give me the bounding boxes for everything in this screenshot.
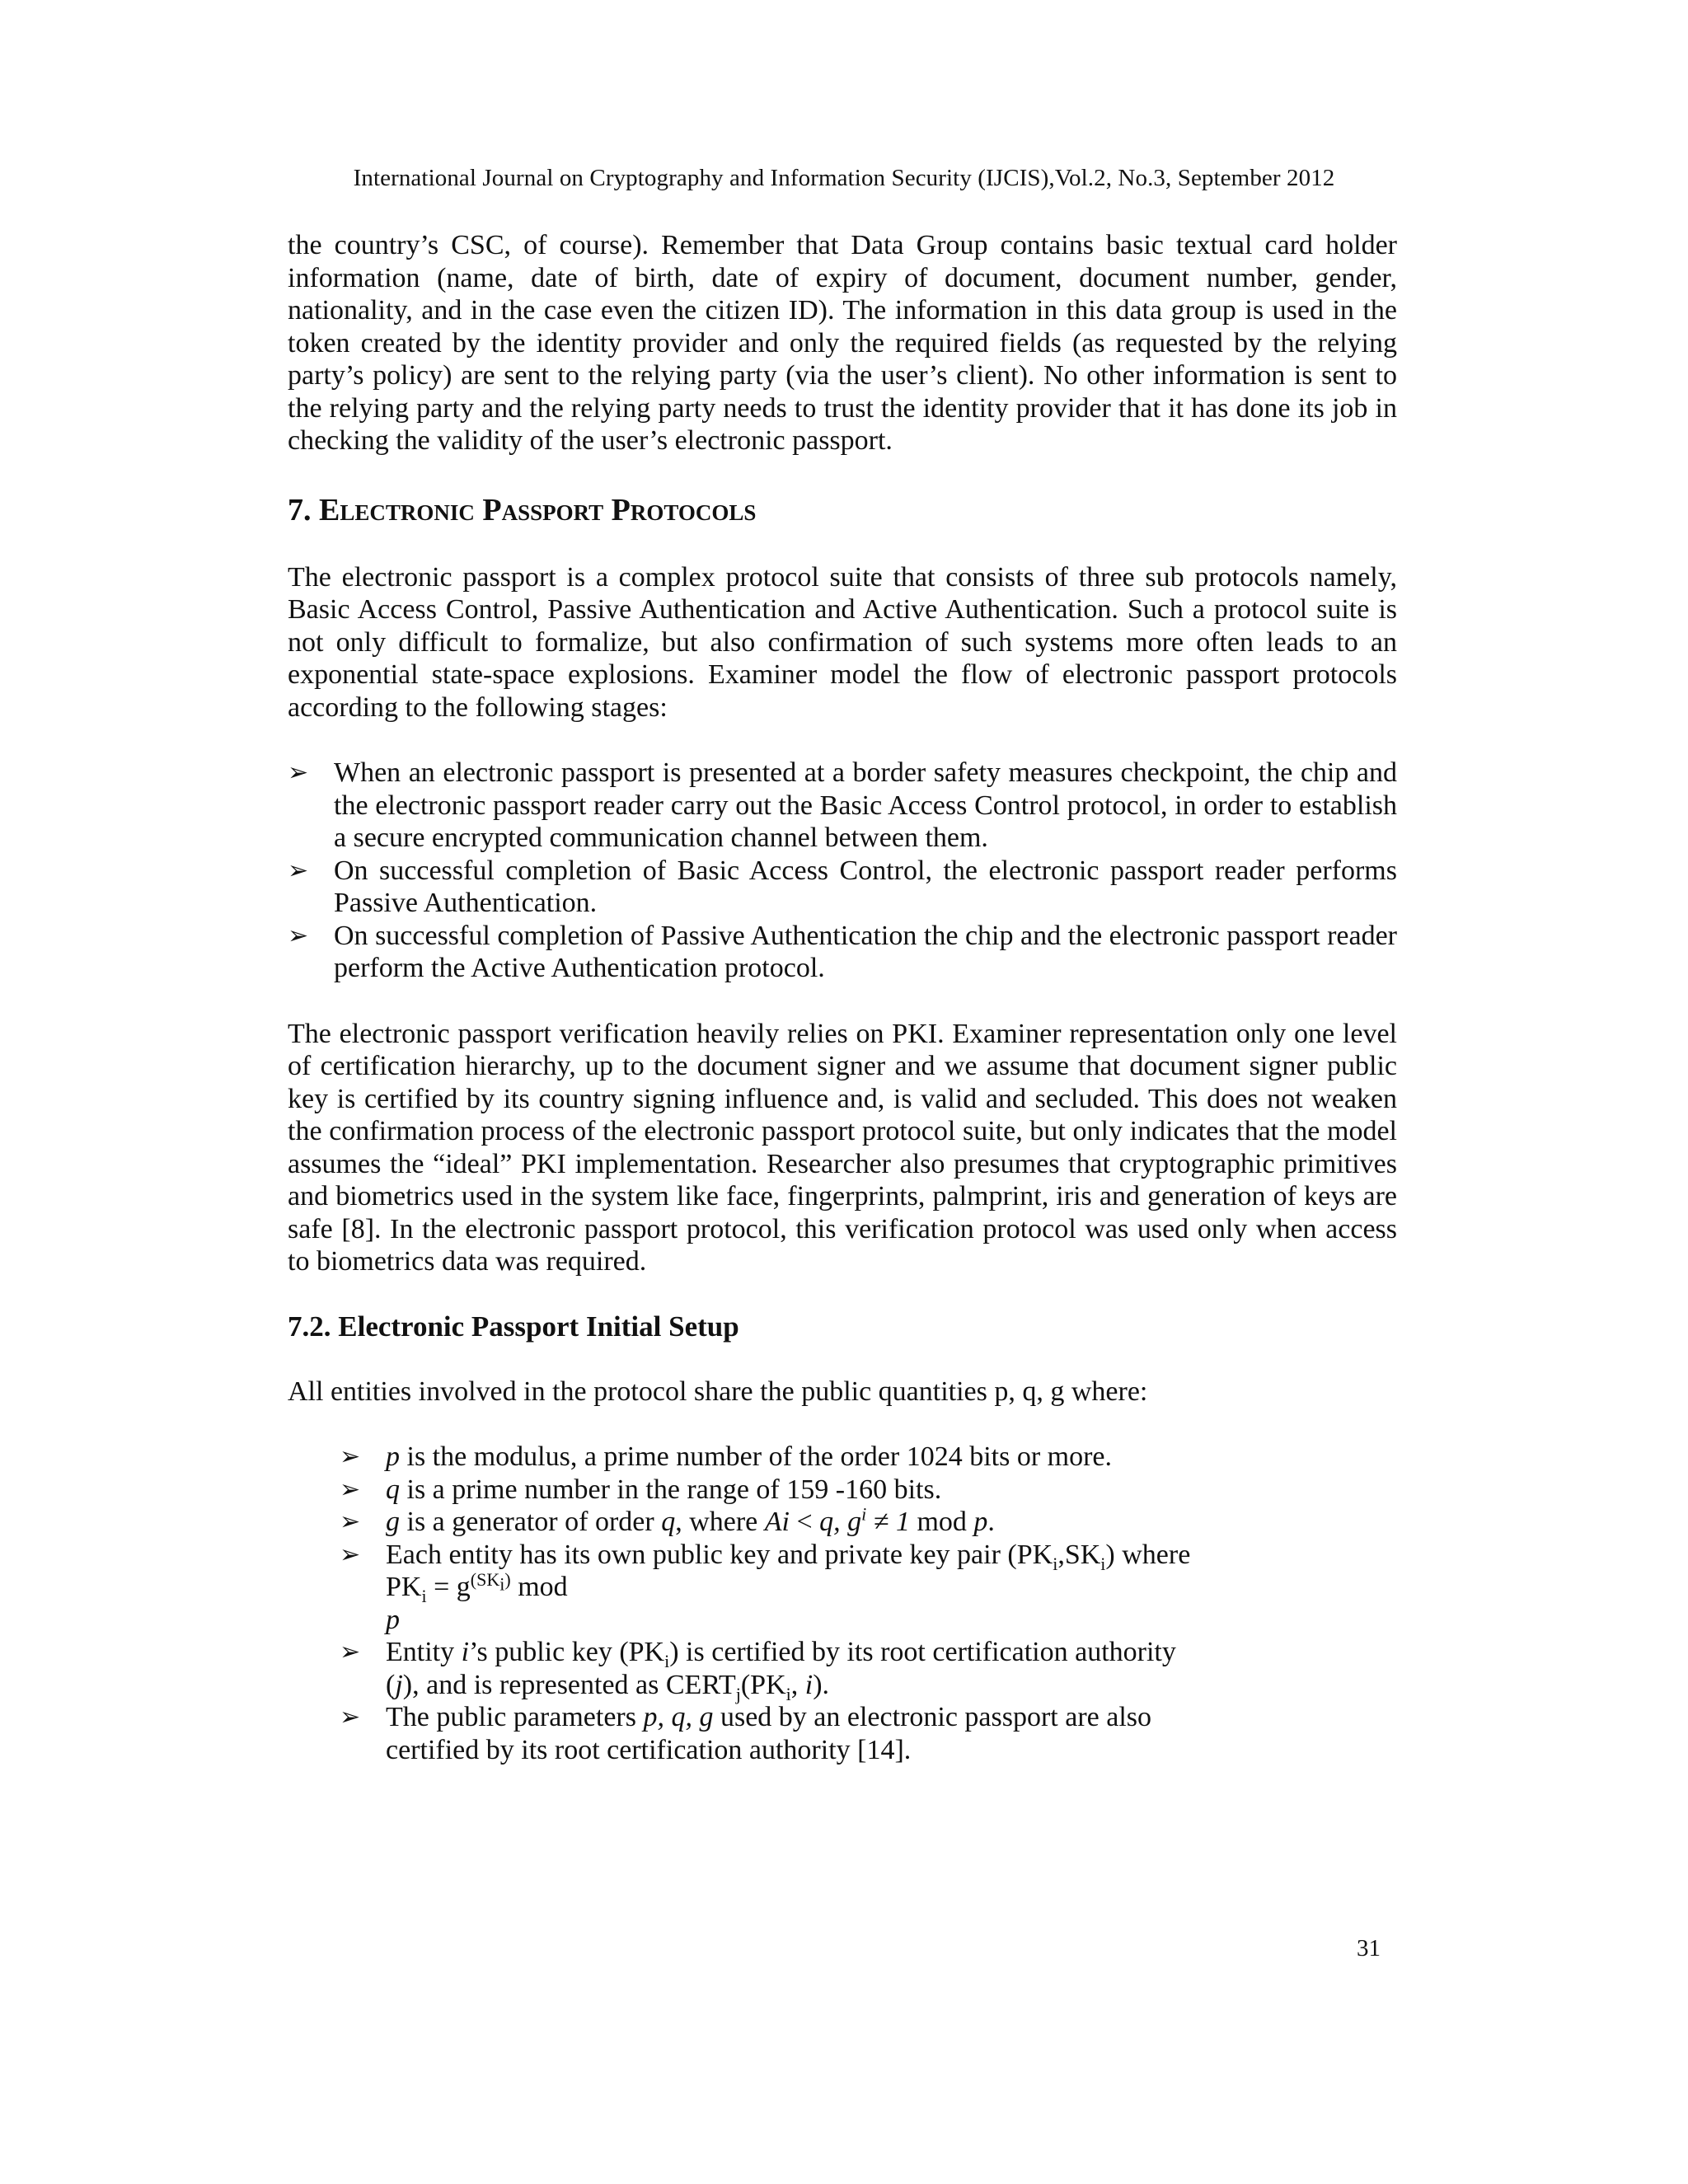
section-7-2-intro: All entities involved in the protocol share the public quantities p, q, g where: (288, 1376, 1148, 1407)
page-number: 31 (1357, 1935, 1381, 1961)
page-body (288, 229, 1397, 1766)
list-item: ➢ When an electronic passport is presented at a border safety measures checkpoint, the chip and the electronic passport reader carry out the Basic Access Control protocol, in order to establish a secure encrypted communication channel between them. (288, 757, 1397, 853)
list-item: ➢ q is a prime number in the range of 159 -160 bits. (340, 1474, 942, 1505)
list-item: ➢ On successful completion of Basic Access Control, the electronic passport reader performs Passive Authentication. (288, 855, 1397, 918)
arrow-bullet-icon: ➢ (288, 856, 309, 884)
running-header: International Journal on Cryptography and Information Security (IJCIS),Vol.2, No.3, September 2012 (353, 165, 1335, 191)
list-item: ➢ g is a generator of order q, where Ai < q, $g^i \ne 1$ mod p. (340, 1503, 995, 1537)
section-7-paragraph-2: The electronic passport verification heavily relies on PKI. Examiner representation only one level of certification hierarchy, up to the document signer and we assume that document signer public key is certified by its country signing influence and, is valid and secluded. This does not weaken the confirmation process of the electronic passport protocol suite, but only indicates that the model assumes the “ideal” PKI implementation. Researcher also presumes that cryptographic primitives and biometrics used in the system like face, fingerprints, palmprint, iris and generation of keys are safe [8]. In the electronic passport protocol, this verification protocol was used only when access to biometrics data was required. (288, 1018, 1397, 1277)
arrow-bullet-icon: ➢ (340, 1475, 361, 1503)
arrow-bullet-icon: ➢ (340, 1704, 361, 1731)
arrow-bullet-icon: ➢ (288, 759, 309, 786)
arrow-bullet-icon: ➢ (288, 921, 309, 949)
section-title-word: Electronic (319, 492, 475, 527)
section-7-heading (288, 492, 1397, 528)
list-item: ➢ Entity i’s public key $(PK_i)$ is certified by its root certification authority (j), and is represented as $CERT_j(PK_i$, i). (340, 1637, 1176, 1704)
arrow-bullet-icon: ➢ (340, 1638, 361, 1666)
intro-paragraph: the country’s CSC, of course). Remember that Data Group contains basic textual card holder information (name, date of birth, date of expiry of document, document number, gender, nationality, and in the case even the citizen ID). The information in this data group is used in the token created by the identity provider and only the required fields (as requested by the relying party’s policy) are sent to the relying party (via the user’s client). No other information is sent to the relying party and the relying party needs to trust the identity provider that it has done its job in checking the validity of the user’s electronic passport. (288, 230, 1397, 456)
arrow-bullet-icon: ➢ (340, 1540, 361, 1568)
section-7-paragraph-1: The electronic passport is a complex protocol suite that consists of three sub protocols namely, Basic Access Control, Passive Authentication and Active Authentication. Such a protocol suite is not only difficult to formalize, but also confirmation of such systems more often leads to an exponential state-space explosions. Examiner model the flow of electronic passport protocols according to the following stages: (288, 561, 1397, 723)
arrow-bullet-icon: ➢ (340, 1508, 361, 1535)
section-7-2-heading: 7.2. Electronic Passport Initial Setup (288, 1310, 739, 1343)
list-item: ➢ On successful completion of Passive Authentication the chip and the electronic passport reader perform the Active Authentication protocol. (288, 920, 1397, 983)
section-number: 7. (288, 492, 319, 527)
arrow-bullet-icon: ➢ (340, 1443, 361, 1470)
list-item: ➢ p is the modulus, a prime number of the order 1024 bits or more. (340, 1441, 1112, 1472)
list-item: ➢ The public parameters p, q, g used by an electronic passport are also certified by its root certification authority [14]. (340, 1702, 1152, 1765)
stage-list (288, 757, 1397, 985)
section-title-word: Protocols (611, 492, 757, 527)
parameter-list (288, 1441, 1213, 1766)
section-title-word: Passport (482, 492, 604, 527)
list-item: ➢ Each entity has its own public key and private key pair $(PK_i,SK_i)$ where $PK_i = g^{(SK_i)}$ mod p (340, 1539, 1191, 1635)
